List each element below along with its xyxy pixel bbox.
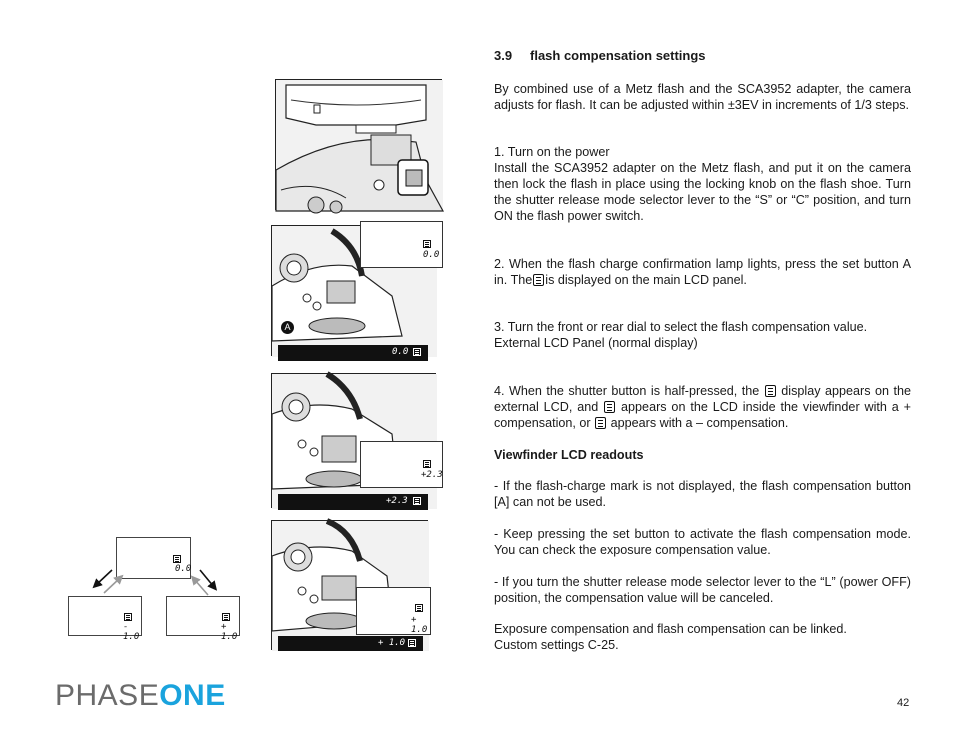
lcd-callout — [360, 441, 443, 488]
flash-compensation-icon — [173, 555, 181, 563]
viewfinder-heading: Viewfinder LCD readouts — [494, 448, 644, 462]
closing-text-b: Custom settings C-25. — [494, 638, 619, 652]
figure-flash-adapter — [275, 79, 442, 210]
section-number: 3.9 — [494, 48, 513, 63]
viewfinder-bar — [278, 494, 428, 510]
logo-one: ONE — [159, 679, 226, 712]
step2-text-b: is displayed on the main LCD panel. — [545, 273, 747, 287]
page-number: 42 — [897, 697, 910, 709]
flash-compensation-icon — [533, 274, 544, 286]
figure-camera-compensation-plus — [271, 373, 443, 508]
intro-paragraph: By combined use of a Metz flash and the SCA3952 adapter, the camera adjusts for flash. It can be adjusted within ±3EV in increments of 1/3 steps. — [494, 82, 911, 112]
step4-text-c: appears on the LCD inside the viewfinder with a + compensation, or — [494, 400, 912, 430]
step4-text-d: appears with a – compensation. — [610, 416, 789, 430]
step2-text-a: 2. When the flash charge confirmation lamp lights, press the set button A in. The — [494, 257, 911, 287]
step3-text-a: 3. Turn the front or rear dial to select the flash compensation value. — [494, 320, 868, 334]
bar-value: + 1.0 — [378, 638, 406, 648]
viewfinder-bar — [278, 636, 423, 651]
flash-compensation-icon — [124, 613, 132, 621]
bar-value: 0.0 — [392, 347, 409, 357]
bar-value: +2.3 — [386, 496, 408, 506]
lcd-callout — [360, 221, 443, 268]
bullet-2: - Keep pressing the set button to activate the flash compensation mode. You can check the exposure compensation value. — [494, 527, 911, 557]
logo-phase: PHASE — [55, 679, 160, 712]
phase-one-logo — [55, 681, 226, 711]
step4-text-b: display appears on the external LCD, and — [494, 384, 912, 414]
step4-text-a: 4. When the shutter button is half-pressed, the — [494, 384, 760, 398]
step2-paragraph — [494, 256, 911, 288]
flash-compensation-icon — [423, 460, 431, 468]
lcd-value: +2.3 — [421, 470, 443, 480]
flash-minus-icon — [595, 417, 606, 429]
step1-body: Install the SCA3952 adapter on the Metz flash, and put it on the camera then lock the flash in place using the locking knob on the flash shoe. Turn the shutter release mode selector lever to the “S” or “C” position, and turn ON the flash power switch. — [494, 161, 911, 223]
lcd-callout — [356, 587, 431, 635]
figure-camera-set-button — [271, 225, 440, 357]
bullet-3: - If you turn the shutter release mode selector lever to the “L” (power OFF) position, the compensation value will be canceled. — [494, 575, 911, 605]
diagram-lcd-plus — [166, 596, 240, 642]
section-heading — [494, 48, 706, 63]
step4-paragraph — [494, 383, 911, 431]
lcd-value: 0.0 — [175, 564, 192, 574]
flash-compensation-icon — [413, 497, 421, 505]
closing-text-a: Exposure compensation and flash compensation can be linked. — [494, 622, 847, 636]
lcd-value: + 1.0 — [221, 622, 238, 642]
diagram-arrows — [90, 565, 220, 600]
lcd-value: 0.0 — [423, 250, 440, 260]
flash-compensation-icon — [415, 604, 423, 612]
step3-text-b: External LCD Panel (normal display) — [494, 336, 698, 350]
diagram-lcd-minus — [68, 596, 142, 642]
flash-compensation-icon — [765, 385, 776, 397]
section-title: flash compensation settings — [530, 48, 706, 63]
flash-compensation-icon — [423, 240, 431, 248]
viewfinder-bar — [278, 345, 428, 361]
flash-plus-icon — [604, 401, 615, 413]
figure-camera-compensation-one — [271, 520, 428, 650]
step1-title: 1. Turn on the power — [494, 145, 610, 159]
lcd-value: - 1.0 — [123, 622, 140, 642]
bullet-1: - If the flash-charge mark is not displayed, the flash compensation button [A] can not be used. — [494, 479, 911, 509]
flash-compensation-icon — [408, 639, 416, 647]
flash-compensation-icon — [413, 348, 421, 356]
lcd-value: + 1.0 — [411, 615, 428, 635]
marker-a: A — [281, 321, 294, 334]
flash-compensation-icon — [222, 613, 230, 621]
